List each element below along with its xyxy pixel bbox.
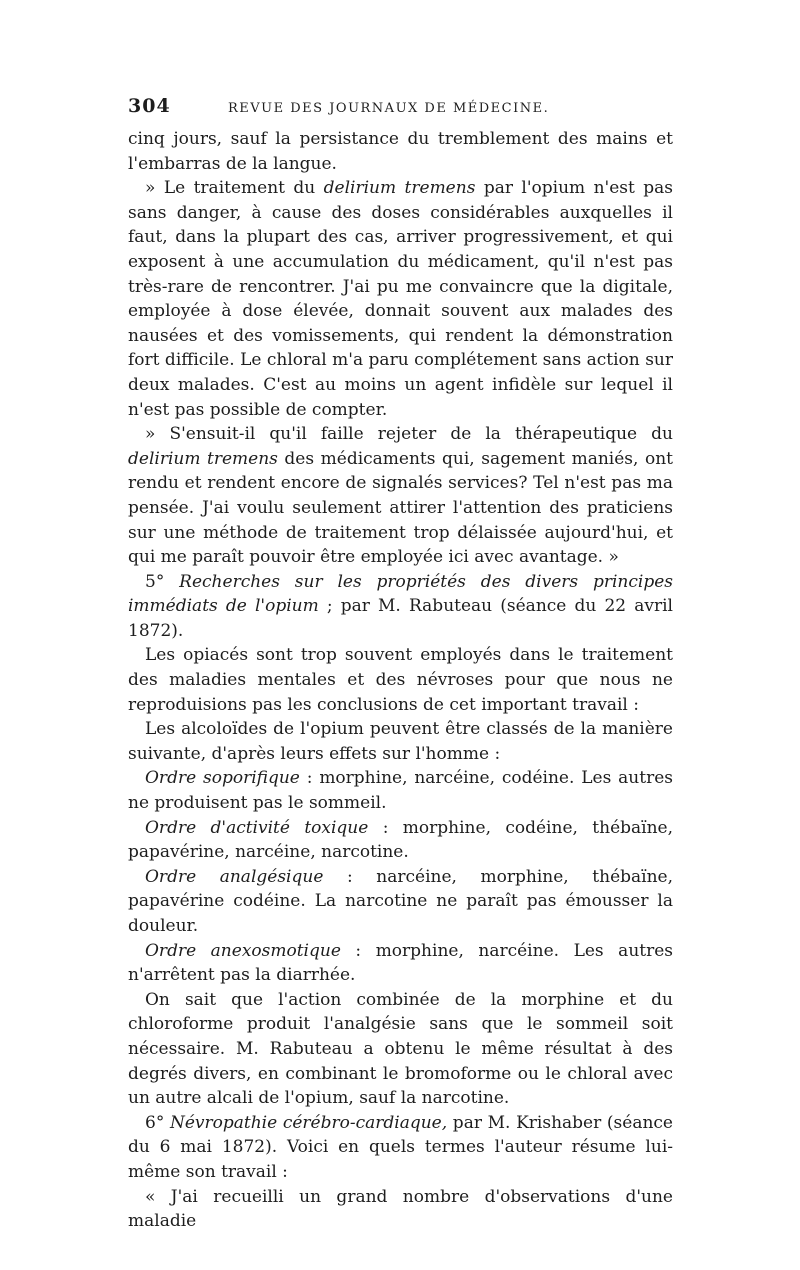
book-page (128, 95, 673, 1234)
paragraph-2: » Le traitement du delirium tremens par l'opium n'est pas sans danger, à cause des doses considérables auxquelles il faut, dans la plupart des cas, arriver progressivement, et qui exposent à une accumulation du médicament, qu'il n'est pas très-rare de rencontrer. J'ai pu me convaincre que la digitale, employée à dose élevée, donnait souvent aux malades des nausées et des vomissements, qui rendent la démonstration fort difficile. Le chloral m'a paru complétement sans action sur deux malades. C'est au moins un agent infidèle sur lequel il n'est pas possible de compter. (128, 178, 673, 420)
paragraph-7: Ordre soporifique : morphine, narcéine, codéine. Les autres ne produisent pas le sommeil. (128, 768, 673, 814)
paragraph-11: On sait que l'action combinée de la morphine et du chloroforme produit l'analgésie sans que le sommeil soit nécessaire. M. Rabuteau a obtenu le même résultat à des degrés divers, en combinant le bromoforme ou le chloral avec un autre alcali de l'opium, sauf la narcotine. (128, 989, 673, 1109)
paragraph-4: 5° Recherches sur les propriétés des divers principes immédiats de l'opium ; par M. Rabuteau (séance du 22 avril 1872). (128, 571, 673, 641)
paragraph-1: cinq jours, sauf la persistance du tremblement des mains et l'embarras de la langue. (128, 129, 673, 174)
paragraph-3: » S'ensuit-il qu'il faille rejeter de la thérapeutique du delirium tremens des médicaments qui, sagement maniés, ont rendu et rendent encore de signalés services? Tel n'est pas ma pensée. J'ai voulu seulement attirer l'attention des praticiens sur une méthode de traitement trop délaissée aujourd'hui, et qui me paraît pouvoir être employée ici avec avantage. » (128, 424, 673, 568)
paragraph-5: Les opiacés sont trop souvent employés dans le traitement des maladies mentales et des névroses pour que nous ne reproduisions pas les conclusions de cet important travail : (128, 645, 673, 715)
paragraph-6: Les alcoloïdes de l'opium peuvent être classés de la manière suivante, d'après leurs effets sur l'homme : (128, 719, 673, 764)
page-number: 304 (128, 95, 171, 117)
paragraph-9: Ordre analgésique : narcéine, morphine, thébaïne, papavérine codéine. La narcotine ne paraît pas émousser la douleur. (128, 866, 673, 936)
paragraph-13: « J'ai recueilli un grand nombre d'observations d'une maladie (128, 1186, 673, 1232)
running-head: REVUE DES JOURNAUX DE MÉDECINE. (228, 101, 550, 116)
page-body (128, 127, 673, 1234)
paragraph-8: Ordre d'activité toxique : morphine, codéine, thébaïne, papavérine, narcéine, narcotine. (128, 817, 674, 863)
page-header (128, 95, 673, 125)
paragraph-12: 6° Névropathie cérébro-cardiaque, par M. Krishaber (séance du 6 mai 1872). Voici en quels termes l'auteur résume lui-même son travail : (128, 1112, 673, 1182)
paragraph-10: Ordre anexosmotique : morphine, narcéine. Les autres n'arrêtent pas la diarrhée. (128, 940, 674, 986)
